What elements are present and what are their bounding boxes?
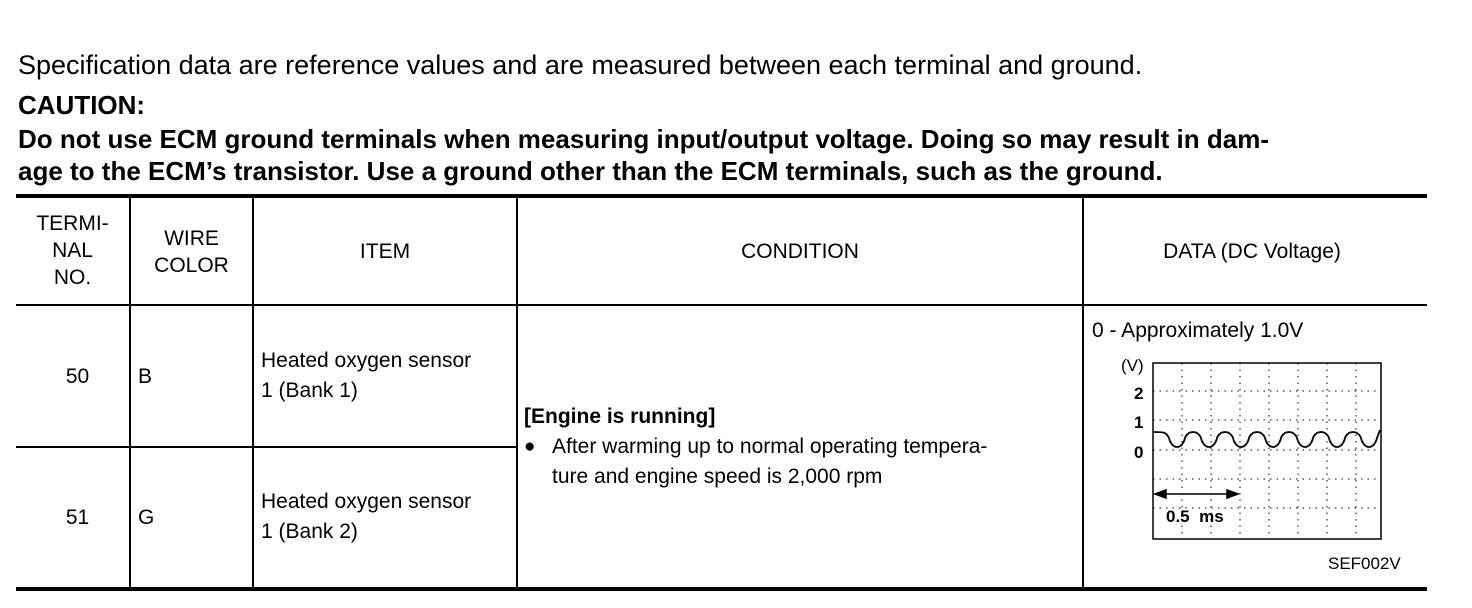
caution-title: CAUTION: [18,90,146,120]
header-line: COLOR [154,254,229,277]
condition-line: After warming up to normal operating tempera- [552,435,988,458]
item-description [261,487,471,547]
wire-color: B [138,365,153,388]
row-divider [16,446,518,448]
condition-line: ture and engine speed is 2,000 rpm [552,465,883,488]
item-line: Heated oxygen sensor [261,490,472,513]
scope-tick-label: 0 [1134,443,1144,462]
caution-line: Do not use ECM ground terminals when measuring input/output voltage. Doing so may result in dam- [18,124,1269,154]
scope-tick-label: 2 [1134,384,1144,403]
bullet-icon: ● [524,436,536,457]
terminal-number: 50 [65,365,90,388]
header-line: NO. [53,266,92,289]
condition-text [552,432,987,492]
condition-title: [Engine is running] [524,405,716,428]
item-line: 1 (Bank 2) [261,520,358,543]
item-line: 1 (Bank 1) [261,379,358,402]
spec-note: Specification data are reference values and are measured between each terminal and ground. [18,50,1143,80]
header-line: NAL [52,239,93,262]
data-value: 0 - Approximately 1.0V [1092,319,1304,342]
header-condition: CONDITION [741,240,859,263]
scope-tick-label: 1 [1134,413,1144,432]
header-rule [16,304,1427,306]
caution-line: age to the ECM’s transistor. Use a ground other than the ECM terminals, such as the ground. [18,156,1163,186]
header-line: TERMI- [36,212,109,235]
header-wire-color [131,225,252,279]
header-line: WIRE [164,227,219,250]
wire-color: G [138,506,155,529]
table-bottom-rule [16,587,1427,591]
voltage-waveform [1154,430,1380,447]
header-item: ITEM [359,240,411,263]
scope-unit-label: (V) [1121,356,1144,375]
table-top-rule [16,194,1427,198]
time-scale-arrow [1155,490,1238,498]
item-description [261,346,471,406]
terminal-number: 51 [65,506,90,529]
header-terminal-no [16,210,129,291]
scope-time-label: 0.5 ms [1166,507,1224,526]
figure-code: SEF002V [1328,554,1401,573]
item-line: Heated oxygen sensor [261,349,472,372]
caution-text [18,123,1438,187]
header-data: DATA (DC Voltage) [1163,240,1341,263]
